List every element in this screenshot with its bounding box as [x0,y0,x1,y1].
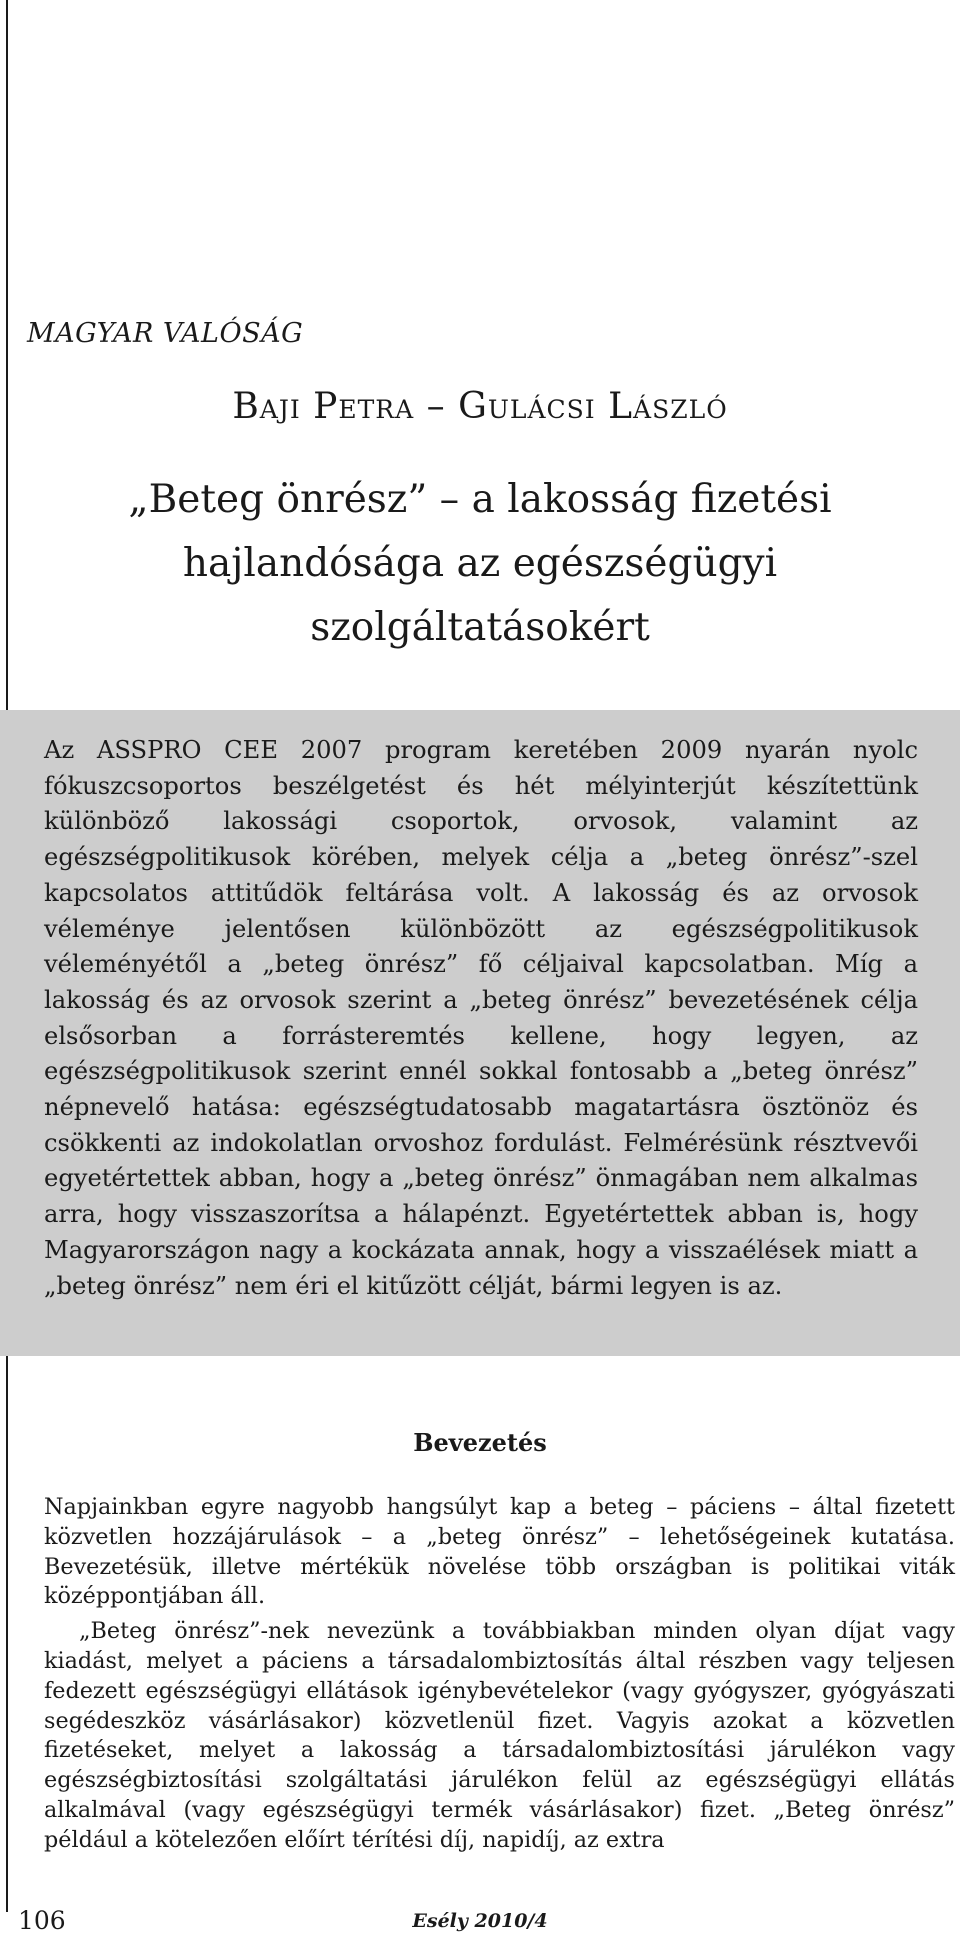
journal-footer: Esély 2010/4 [412,1910,548,1932]
body-text [44,1493,955,1856]
page-number: 106 [18,1906,66,1935]
section-heading: Bevezetés [413,1428,547,1457]
title-line: „Beteg önrész” – a lakosság fizetési [128,477,832,522]
title-line: szolgáltatásokért [310,605,650,650]
body-paragraph: Napjainkban egyre nagyobb hangsúlyt kap a beteg – páciens – által fizetett közvetlen hozzájárulások – a „beteg önrész” – lehetőségeinek kutatása. Bevezetésük, illetve mértékük növelése több országban is politikai viták középpontjában áll. [44,1494,955,1610]
section-label: MAGYAR VALÓSÁG [27,318,304,349]
body-paragraph: „Beteg önrész”-nek nevezünk a továbbiakban minden olyan díjat vagy kiadást, melyet a páciens a társadalombiztosítás által részben vagy teljesen fedezett egészségügyi ellátások igénybevételekor (vagy gyógyszer, gyógyászati segédeszköz vásárlásakor) közvetlenül fizet. Vagyis azokat a közvetlen fizetéseket, melyet a lakosság a társadalombiztosítási járulékon vagy egészségbiztosítási szolgáltatási járulékon felül az egészségügyi ellátás alkalmával (vagy egészségügyi termék vásárlásakor) fizet. „Beteg önrész” például a kötelezően előírt térítési díj, napidíj, az extra [44,1618,955,1853]
title-line: hajlandósága az egészségügyi [182,541,778,586]
article-authors: Baji Petra – Gulácsi László [232,386,728,427]
article-title [0,468,960,660]
abstract-text: Az ASSPRO CEE 2007 program keretében 2009 nyarán nyolc fókuszcsoportos beszélgetést és hét mélyinterjút készítettünk különböző lakossági csoportok, orvosok, valamint az egészségpolitikusok körében, melyek célja a „beteg önrész”-szel kapcsolatos attitűdök feltárása volt. A lakosság és az orvosok véleménye jelentősen különbözött az egészségpolitikusok véleményétől a „beteg önrész” fő céljaival kapcsolatban. Míg a lakosság és az orvosok szerint a „beteg önrész” bevezetésének célja elsősorban a forrásteremtés kellene, hogy legyen, az egészségpolitikusok szerint ennél sokkal fontosabb a „beteg önrész” népnevelő hatása: egészségtudatosabb magatartásra ösztönöz és csökkenti az indokolatlan orvoshoz fordulást. Felmérésünk résztvevői egyetértettek abban, hogy a „beteg önrész” önmagában nem alkalmas arra, hogy visszaszorítsa a hálapénzt. Egyetértettek abban is, hogy Magyarországon nagy a kockázata annak, hogy a visszaélések miatt a „beteg önrész” nem éri el kitűzött célját, bármi legyen is az. [44,736,918,1300]
abstract-box [0,710,960,1356]
